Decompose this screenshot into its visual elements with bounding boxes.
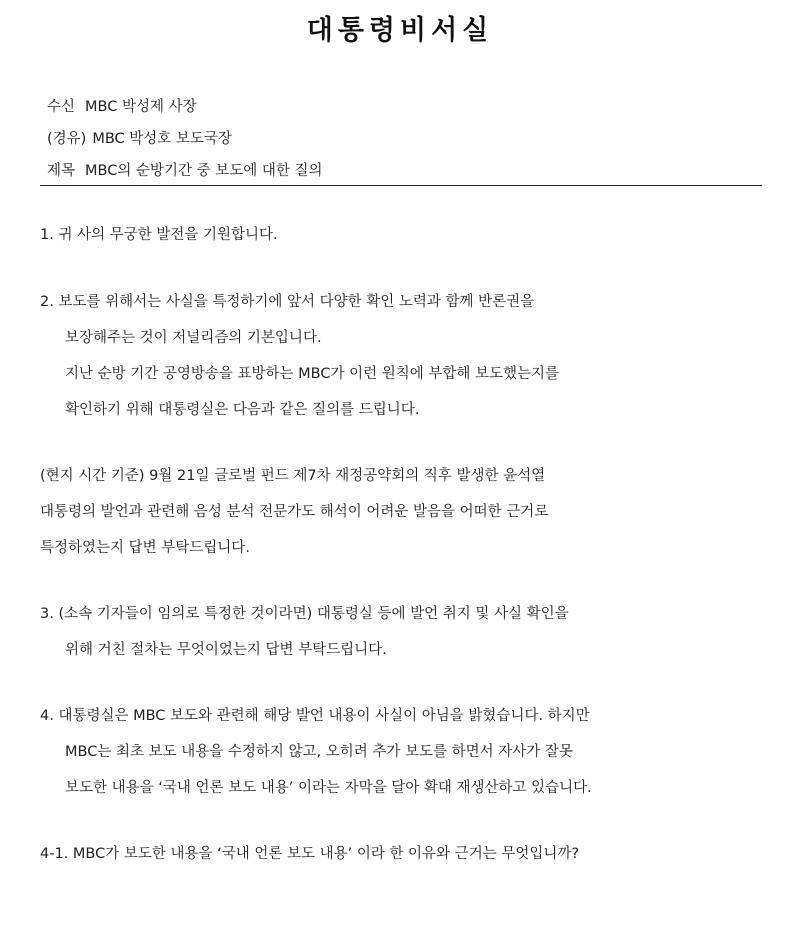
paragraph-4-1: 4-1. MBC가 보도한 내용을 ‘국내 언론 보도 내용’ 이라 한 이유와 근거는 무엇입니까?	[40, 846, 580, 862]
question-line-1: (현지 시간 기준) 9월 21일 글로벌 펀드 제7차 재정공약회의 직후 발생한 윤석열	[40, 468, 546, 484]
via-value: MBC 박성호 보도국장	[92, 131, 232, 147]
header-divider	[40, 185, 762, 186]
paragraph-2-line-2: 보장해주는 것이 저널리즘의 기본입니다.	[65, 330, 322, 346]
paragraph-2-line-4: 확인하기 위해 대통령실은 다음과 같은 질의를 드립니다.	[65, 402, 420, 418]
question-line-3: 특정하였는지 답변 부탁드립니다.	[40, 540, 250, 556]
document-title: 대통령비서실	[306, 15, 494, 46]
question-line-2: 대통령의 발언과 관련해 음성 분석 전문가도 해석이 어려운 발음을 어떠한 근거로	[40, 504, 549, 520]
via-line	[47, 127, 232, 148]
recipient-line	[47, 95, 197, 116]
paragraph-3-line-1: 3. (소속 기자들이 임의로 특정한 것이라면) 대통령실 등에 발언 취지 및 사실 확인을	[40, 606, 569, 622]
subject-value: MBC의 순방기간 중 보도에 대한 질의	[85, 163, 323, 179]
paragraph-2-line-3: 지난 순방 기간 공영방송을 표방하는 MBC가 이런 원칙에 부합해 보도했는지를	[65, 366, 560, 382]
paragraph-4-line-2: MBC는 최초 보도 내용을 수정하지 않고, 오히려 추가 보도를 하면서 자사가 잘못	[65, 744, 573, 760]
paragraph-4-line-3: 보도한 내용을 ‘국내 언론 보도 내용’ 이라는 자막을 달아 확대 재생산하고 있습니다.	[65, 780, 592, 796]
paragraph-2-line-1: 2. 보도를 위해서는 사실을 특정하기에 앞서 다양한 확인 노력과 함께 반론권을	[40, 294, 535, 310]
paragraph-1: 1. 귀 사의 무궁한 발전을 기원합니다.	[40, 227, 278, 243]
subject-label: 제목	[47, 163, 76, 179]
recipient-label: 수신	[47, 99, 76, 115]
paragraph-4-line-1: 4. 대통령실은 MBC 보도와 관련해 해당 발언 내용이 사실이 아님을 밝혔습니다. 하지만	[40, 708, 590, 724]
recipient-value: MBC 박성제 사장	[85, 99, 197, 115]
paragraph-3-line-2: 위해 거친 절차는 무엇이었는지 답변 부탁드립니다.	[65, 642, 387, 658]
via-label: (경유)	[47, 131, 87, 147]
subject-line	[47, 159, 322, 180]
